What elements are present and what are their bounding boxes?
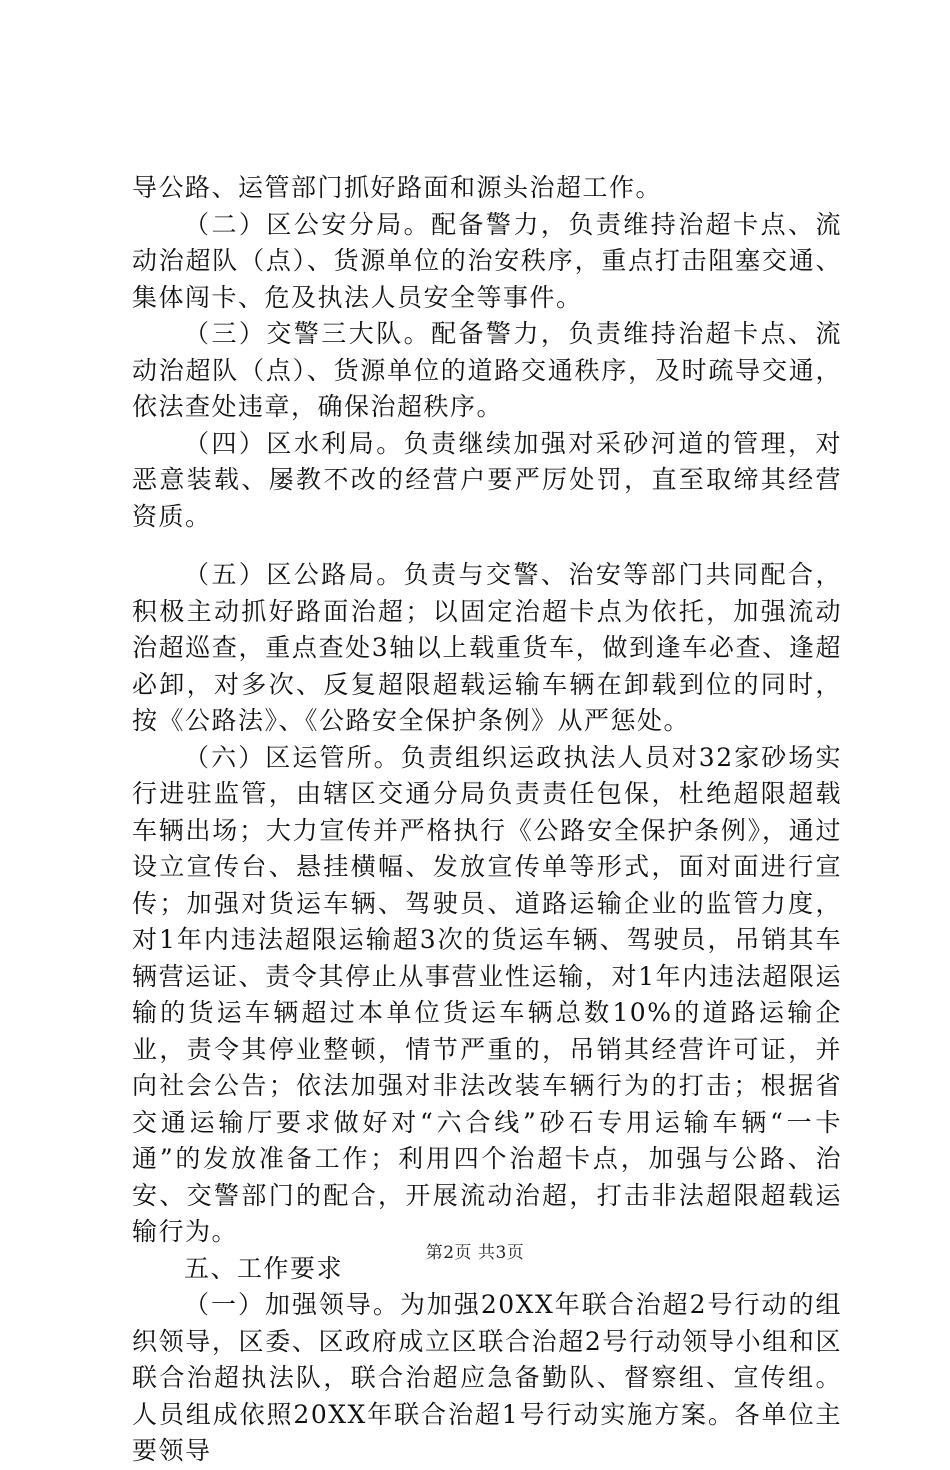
paragraph-traffic-police: （三）交警三大队。配备警力，负责维持治超卡点、流动治超队（点）、货源单位的道路交通秩序，及时疏导交通，依法查处违章，确保治超秩序。 — [132, 319, 842, 421]
paragraph-transport-office: （六）区运管所。负责组织运政执法人员对32家砂场实行进驻监管，由辖区交通分局负责责任包保，杜绝超限超载车辆出场；大力宣传并严格执行《公路安全保护条例》，通过设立宣传台、悬挂横幅、发放宣传单等形式，面对面进行宣传；加强对货运车辆、驾驶员、道路运输企业的监管力度，对1年内违法超限运输超3次的货运车辆、驾驶员，吊销其车辆营运证、责令其停止从事营业性运输，对1年内违法超限运输的货运车辆超过本单位货运车辆总数10%的道路运输企业，责令其停业整顿，情节严重的，吊销其经营许可证，并向社会公告；依法加强对非法改装车辆行为的打击；根据省交通运输厅要求做好对“六合线”砂石专用运输车辆“一卡通”的发放准备工作；利用四个治超卡点，加强与公路、治安、交警部门的配合，开展流动治超，打击非法超限超载运输行为。 — [132, 742, 842, 1246]
paragraph-water-bureau: （四）区水利局。负责继续加强对采砂河道的管理，对恶意装载、屡教不改的经营户要严厉处罚，直至取缔其经营资质。 — [132, 428, 842, 531]
page-number-footer: 第2页 共3页 — [425, 1243, 525, 1263]
paragraph-public-security: （二）区公安分局。配备警力，负责维持治超卡点、流动治超队（点）、货源单位的治安秩序，重点打击阻塞交通、集体闯卡、危及执法人员安全等事件。 — [132, 209, 842, 312]
paragraph-strengthen-leadership: （一）加强领导。为加强20XX年联合治超2号行动的组织领导，区委、区政府成立区联合治超2号行动领导小组和区联合治超执法队，联合治超应急备勤队、督察组、宣传组。人员组成依照20XX年联合治超1号行动实施方案。各单位主要领导 — [132, 1290, 842, 1465]
section-heading-work-requirements: 五、工作要求 — [184, 1253, 344, 1283]
document-body — [132, 170, 842, 1470]
paragraph-continuation: 导公路、运管部门抓好路面和源头治超工作。 — [132, 173, 663, 202]
paragraph-highway-bureau: （五）区公路局。负责与交警、治安等部门共同配合，积极主动抓好路面治超；以固定治超卡点为依托，加强流动治超巡查，重点查处3轴以上载重货车，做到逢车必查、逢超必卸，对多次、反复超限超载运输车辆在卸载到位的同时，按《公路法》、《公路安全保护条例》从严惩处。 — [132, 560, 842, 735]
